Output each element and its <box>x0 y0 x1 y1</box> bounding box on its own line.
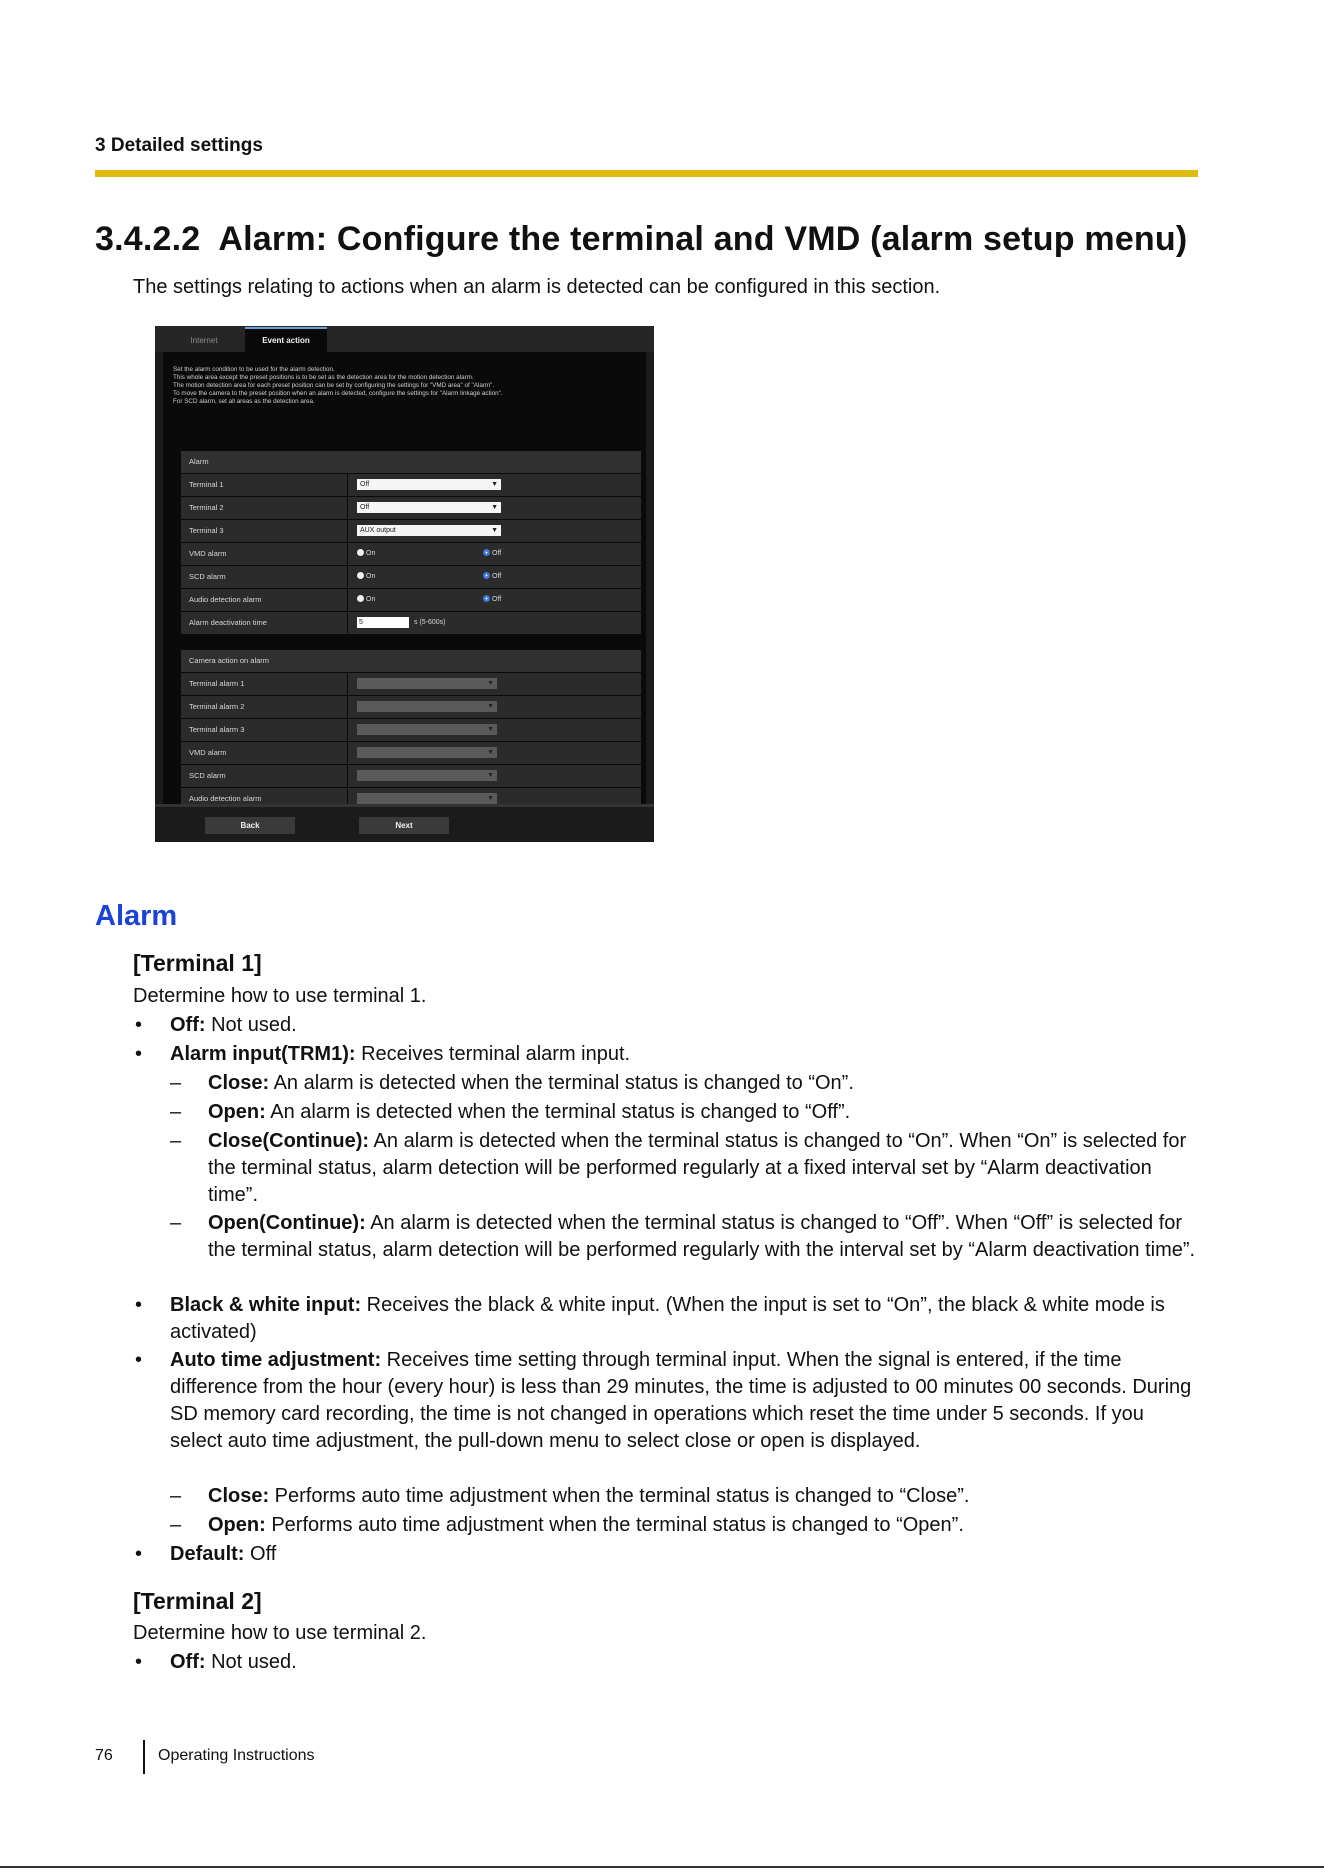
note-line: Set the alarm condition to be used for the alarm detection. <box>173 366 335 373</box>
vmd-on-radio[interactable] <box>357 543 375 565</box>
camera-row <box>181 742 641 765</box>
sub-list-item: – Open: An alarm is detected when the terminal status is changed to “Off”. <box>170 1101 851 1123</box>
terminal3-value: AUX output <box>360 527 396 534</box>
section-title-text: Alarm: Configure the terminal and VMD (alarm setup menu) <box>218 220 1188 258</box>
terminal2-label: Terminal 2 <box>189 503 224 512</box>
audio-off-label: Off <box>492 596 502 603</box>
terminal3-row <box>181 520 641 543</box>
deactivation-label: Alarm deactivation time <box>189 618 267 627</box>
camera-action-header <box>181 650 641 673</box>
terminal1-select[interactable] <box>357 479 501 490</box>
camera-action-select[interactable] <box>357 747 497 758</box>
chevron-down-icon: ▼ <box>491 504 498 511</box>
camera-row <box>181 765 641 788</box>
scd-alarm-label: SCD alarm <box>189 572 226 581</box>
settings-panel <box>163 352 646 810</box>
footer-divider <box>143 1740 145 1774</box>
sub-list-item: – Close(Continue): An alarm is detected when the terminal status is changed to “On”. When “On” is selected for the terminal status, alarm detection will be performed regularly at a fixed interval set by “Alarm deactivation time”. <box>170 1130 1187 1206</box>
tab-event-action[interactable]: Event action <box>245 327 327 352</box>
section-intro: The settings relating to actions when an alarm is detected can be configured in this section. <box>133 276 941 298</box>
list-item: • Default: Off <box>135 1543 277 1565</box>
chevron-down-icon: ▼ <box>487 795 494 802</box>
vmd-off-radio[interactable] <box>483 543 501 565</box>
scd-alarm-row <box>181 566 641 589</box>
audio-on-label: On <box>366 596 376 603</box>
chevron-down-icon: ▼ <box>491 527 498 534</box>
vmd-on-label: On <box>366 550 376 557</box>
terminal1-row <box>181 474 641 497</box>
camera-row-label: Terminal alarm 1 <box>189 679 245 688</box>
terminal1-value: Off <box>360 481 370 488</box>
scd-on-radio[interactable] <box>357 566 375 588</box>
camera-action-select[interactable] <box>357 701 497 712</box>
camera-action-header-label: Camera action on alarm <box>189 656 270 665</box>
deactivation-unit: s (5-600s) <box>414 619 446 626</box>
camera-row-label: Terminal alarm 2 <box>189 702 245 711</box>
page-bottom-rule <box>0 1866 1324 1868</box>
section-title <box>95 220 1187 259</box>
page-number: 76 <box>95 1747 113 1764</box>
list-item: • Auto time adjustment: Receives time setting through terminal input. When the signal is entered, if the time difference from the hour (every hour) is less than 29 minutes, the time is adjusted to 00 minutes 00 seconds. During SD memory card recording, the time is not changed in operations which reset the time under 5 seconds. If you select auto time adjustment, the pull-down menu to select close or open is displayed. <box>135 1349 1192 1452</box>
list-item: • Off: Not used. <box>135 1651 297 1673</box>
terminal3-select[interactable] <box>357 525 501 536</box>
chevron-down-icon: ▼ <box>487 726 494 733</box>
chevron-down-icon: ▼ <box>487 680 494 687</box>
sub-list-item: – Close: An alarm is detected when the terminal status is changed to “On”. <box>170 1072 854 1094</box>
terminal1-label: Terminal 1 <box>189 480 224 489</box>
camera-row-label: Audio detection alarm <box>189 794 262 803</box>
audio-on-radio[interactable] <box>357 589 375 611</box>
note-line: The motion detection area for each preset position can be set by configuring the settings for "VMD area" of "Alarm". <box>173 382 495 389</box>
camera-action-group <box>181 650 641 811</box>
camera-action-select[interactable] <box>357 724 497 735</box>
list-item: • Off: Not used. <box>135 1014 297 1036</box>
camera-row-label: Terminal alarm 3 <box>189 725 245 734</box>
chevron-down-icon: ▼ <box>487 703 494 710</box>
alarm-header-label: Alarm <box>189 457 209 466</box>
tab-internet[interactable]: Internet <box>190 336 218 345</box>
camera-row <box>181 719 641 742</box>
camera-row-label: SCD alarm <box>189 771 226 780</box>
alarm-group-header <box>181 451 641 474</box>
button-bar <box>155 804 654 842</box>
scd-off-radio[interactable] <box>483 566 501 588</box>
terminal2-select[interactable] <box>357 502 501 513</box>
note-line: For SCD alarm, set all areas as the detection area. <box>173 398 315 405</box>
terminal2-value: Off <box>360 504 370 511</box>
terminal1-heading: [Terminal 1] <box>133 950 262 976</box>
section-number: 3.4.2.2 <box>95 220 201 258</box>
settings-notes <box>173 366 633 406</box>
scd-off-label: Off <box>492 573 502 580</box>
deactivation-time-input[interactable]: 5 <box>357 617 409 628</box>
chevron-down-icon: ▼ <box>487 772 494 779</box>
camera-row <box>181 696 641 719</box>
chevron-down-icon: ▼ <box>491 481 498 488</box>
camera-row <box>181 673 641 696</box>
scd-on-label: On <box>366 573 376 580</box>
audio-off-radio[interactable] <box>483 589 501 611</box>
vmd-alarm-row <box>181 543 641 566</box>
camera-action-select[interactable] <box>357 770 497 781</box>
list-item: • Alarm input(TRM1): Receives terminal alarm input. <box>135 1043 631 1065</box>
terminal1-desc: Determine how to use terminal 1. <box>133 985 427 1007</box>
camera-action-select[interactable] <box>357 678 497 689</box>
sub-list-item: – Close: Performs auto time adjustment when the terminal status is changed to “Close”. <box>170 1485 970 1507</box>
terminal2-row <box>181 497 641 520</box>
note-line: This whole area except the preset positions is to be set as the detection area for the motion detection alarm. <box>173 374 474 381</box>
deactivation-row <box>181 612 641 635</box>
alarm-heading: Alarm <box>95 900 178 932</box>
footer-title: Operating Instructions <box>158 1747 315 1764</box>
terminal2-heading: [Terminal 2] <box>133 1588 262 1614</box>
vmd-alarm-label: VMD alarm <box>189 549 227 558</box>
alarm-group <box>181 451 641 635</box>
note-line: To move the camera to the preset position when an alarm is detected, configure the settings for "Alarm linkage action". <box>173 390 503 397</box>
back-button[interactable]: Back <box>205 817 295 834</box>
terminal2-desc: Determine how to use terminal 2. <box>133 1622 427 1644</box>
audio-alarm-label: Audio detection alarm <box>189 595 262 604</box>
sub-list-item: – Open(Continue): An alarm is detected when the terminal status is changed to “Off”. When “Off” is selected for the terminal status, alarm detection will be performed regularly with the interval set by “Alarm deactivation time”. <box>170 1212 1196 1261</box>
header-rule <box>95 170 1198 177</box>
sub-list-item: – Open: Performs auto time adjustment when the terminal status is changed to “Open”. <box>170 1514 964 1536</box>
vmd-off-label: Off <box>492 550 502 557</box>
chapter-header: 3 Detailed settings <box>95 135 263 156</box>
chevron-down-icon: ▼ <box>487 749 494 756</box>
camera-row-label: VMD alarm <box>189 748 227 757</box>
list-item: • Black & white input: Receives the black & white input. (When the input is set to “On”, the black & white mode is activated) <box>135 1294 1165 1343</box>
alarm-setup-screenshot <box>155 326 654 839</box>
camera-action-select[interactable] <box>357 793 497 804</box>
audio-alarm-row <box>181 589 641 612</box>
tab-bar <box>155 326 654 352</box>
next-button[interactable]: Next <box>359 817 449 834</box>
terminal3-label: Terminal 3 <box>189 526 224 535</box>
